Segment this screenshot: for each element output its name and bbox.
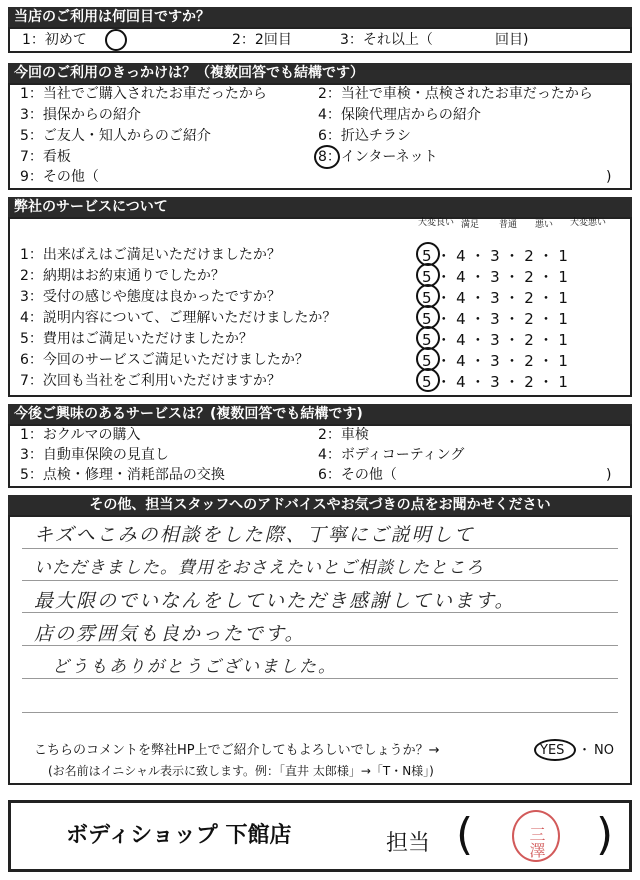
rating-row-4[interactable]: 5 ・ 4 ・ 3 ・ 2 ・ 1 xyxy=(422,310,568,328)
interest-item-5[interactable]: 5：点検・修理・消耗部品の交換 xyxy=(20,467,225,483)
permission-no[interactable]: NO xyxy=(594,743,614,758)
interest-item-6[interactable]: 6：その他（ xyxy=(318,467,397,483)
trigger-item-8-circle xyxy=(314,145,340,169)
comments-title: その他、担当スタッフへのアドバイスやお気づきの点をお聞かせください xyxy=(89,497,551,513)
trigger-title: 今回のご利用のきっかけは？（複数回答でも結構です） xyxy=(14,65,364,81)
permission-question: こちらのコメントを弊社HP上でご紹介してもよろしいでしょうか？→ xyxy=(34,743,440,758)
permission-yes-circle xyxy=(534,739,576,761)
visit-title: 当店のご利用は何回目ですか？ xyxy=(14,9,210,25)
scale-label-1: 大変悪い xyxy=(570,218,607,228)
visit-box xyxy=(8,27,632,53)
service-question-2: 2：納期はお約束通りでしたか？ xyxy=(20,268,225,284)
rating-row-6[interactable]: 5 ・ 4 ・ 3 ・ 2 ・ 1 xyxy=(422,352,568,370)
trigger-item-7[interactable]: 7：看板 xyxy=(20,149,71,165)
service-header xyxy=(8,197,632,217)
service-question-6: 6：今回のサービスご満足いただけましたか？ xyxy=(20,352,309,368)
staff-stamp-text: 三澤 xyxy=(527,826,546,858)
service-question-4: 4：説明内容について、ご理解いただけましたか？ xyxy=(20,310,337,326)
service-title: 弊社のサービスについて xyxy=(14,199,168,215)
visit-option-2[interactable]: 2：2回目 xyxy=(232,32,292,48)
rating-row-1[interactable]: 5 ・ 4 ・ 3 ・ 2 ・ 1 xyxy=(422,247,568,265)
comment-line-1 xyxy=(22,548,618,549)
scale-label-3: 普通 xyxy=(498,220,517,230)
service-question-7: 7：次回も当社をご利用いただけますか？ xyxy=(20,373,281,389)
rating-row-7[interactable]: 5 ・ 4 ・ 3 ・ 2 ・ 1 xyxy=(422,373,568,391)
rating-row-2[interactable]: 5 ・ 4 ・ 3 ・ 2 ・ 1 xyxy=(422,268,568,286)
scale-label-2: 悪い xyxy=(534,220,553,230)
trigger-item-9[interactable]: 9：その他（ xyxy=(20,169,99,185)
staff-label: 担当 xyxy=(386,831,431,856)
trigger-item-3[interactable]: 3：損保からの紹介 xyxy=(20,107,141,123)
interest-item-4[interactable]: 4：ボディコーティング xyxy=(318,447,465,463)
trigger-item-5[interactable]: 5：ご友人・知人からのご紹介 xyxy=(20,128,211,144)
comments-header xyxy=(8,495,632,515)
rating-row-5[interactable]: 5 ・ 4 ・ 3 ・ 2 ・ 1 xyxy=(422,331,568,349)
interest-title: 今後ご興味のあるサービスは？(複数回答でも結構です) xyxy=(14,406,363,422)
interest-item-1[interactable]: 1：おクルマの購入 xyxy=(20,427,141,443)
comment-text-3: 最大限のでいなんをしていただき感謝しています。 xyxy=(34,590,516,612)
interest-close-paren: ) xyxy=(606,467,612,483)
comment-line-2 xyxy=(22,580,618,581)
visit-header xyxy=(8,7,632,27)
comment-line-5 xyxy=(22,678,618,679)
service-question-5: 5：費用はご満足いただけましたか？ xyxy=(20,331,253,347)
trigger-item-2[interactable]: 2：当社で車検・点検されたお車だったから xyxy=(318,86,593,102)
staff-close-paren: ) xyxy=(596,809,614,860)
interest-item-3[interactable]: 3：自動車保険の見直し xyxy=(20,447,169,463)
scale-label-5: 大変良い xyxy=(418,218,455,228)
trigger-item-6[interactable]: 6：折込チラシ xyxy=(318,128,411,144)
rating-circle-7 xyxy=(416,368,440,392)
trigger-close-paren: ) xyxy=(606,169,612,185)
comment-text-1: キズへこみの相談をした際、丁寧にご説明して xyxy=(34,524,475,546)
interest-header xyxy=(8,404,632,424)
visit-option-1[interactable]: 1：初めて xyxy=(22,32,87,48)
interest-item-2[interactable]: 2：車検 xyxy=(318,427,369,443)
comment-line-6 xyxy=(22,712,618,713)
visit-option-3-suffix: 回目) xyxy=(495,32,529,48)
rating-row-3[interactable]: 5 ・ 4 ・ 3 ・ 2 ・ 1 xyxy=(422,289,568,307)
trigger-item-4[interactable]: 4：保険代理店からの紹介 xyxy=(318,107,481,123)
permission-separator: ・ xyxy=(578,743,592,758)
comment-text-4: 店の雰囲気も良かったです。 xyxy=(34,623,306,645)
service-question-3: 3：受付の感じや態度は良かったですか？ xyxy=(20,289,281,305)
service-question-1: 1：出来ばえはご満足いただけましたか？ xyxy=(20,247,281,263)
scale-label-4: 満足 xyxy=(460,220,479,230)
permission-yes[interactable]: YES xyxy=(540,743,565,758)
staff-open-paren: ( xyxy=(456,809,474,860)
shop-name: ボディショップ 下館店 xyxy=(66,823,292,848)
comment-text-2: いただきました。費用をおさえたいとご相談したところ xyxy=(34,558,484,578)
comment-text-5: どうもありがとうございました。 xyxy=(52,657,337,677)
trigger-item-8[interactable]: 8：インターネット xyxy=(318,149,438,165)
visit-option-3[interactable]: 3：それ以上（ xyxy=(340,32,433,48)
name-note: (お名前はイニシャル表示に致します。例：「直井 太郎様」→「T・N様」) xyxy=(48,764,434,778)
visit-option-1-circle xyxy=(105,29,127,51)
trigger-item-1[interactable]: 1：当社でご購入されたお車だったから xyxy=(20,86,267,102)
trigger-header xyxy=(8,63,632,83)
